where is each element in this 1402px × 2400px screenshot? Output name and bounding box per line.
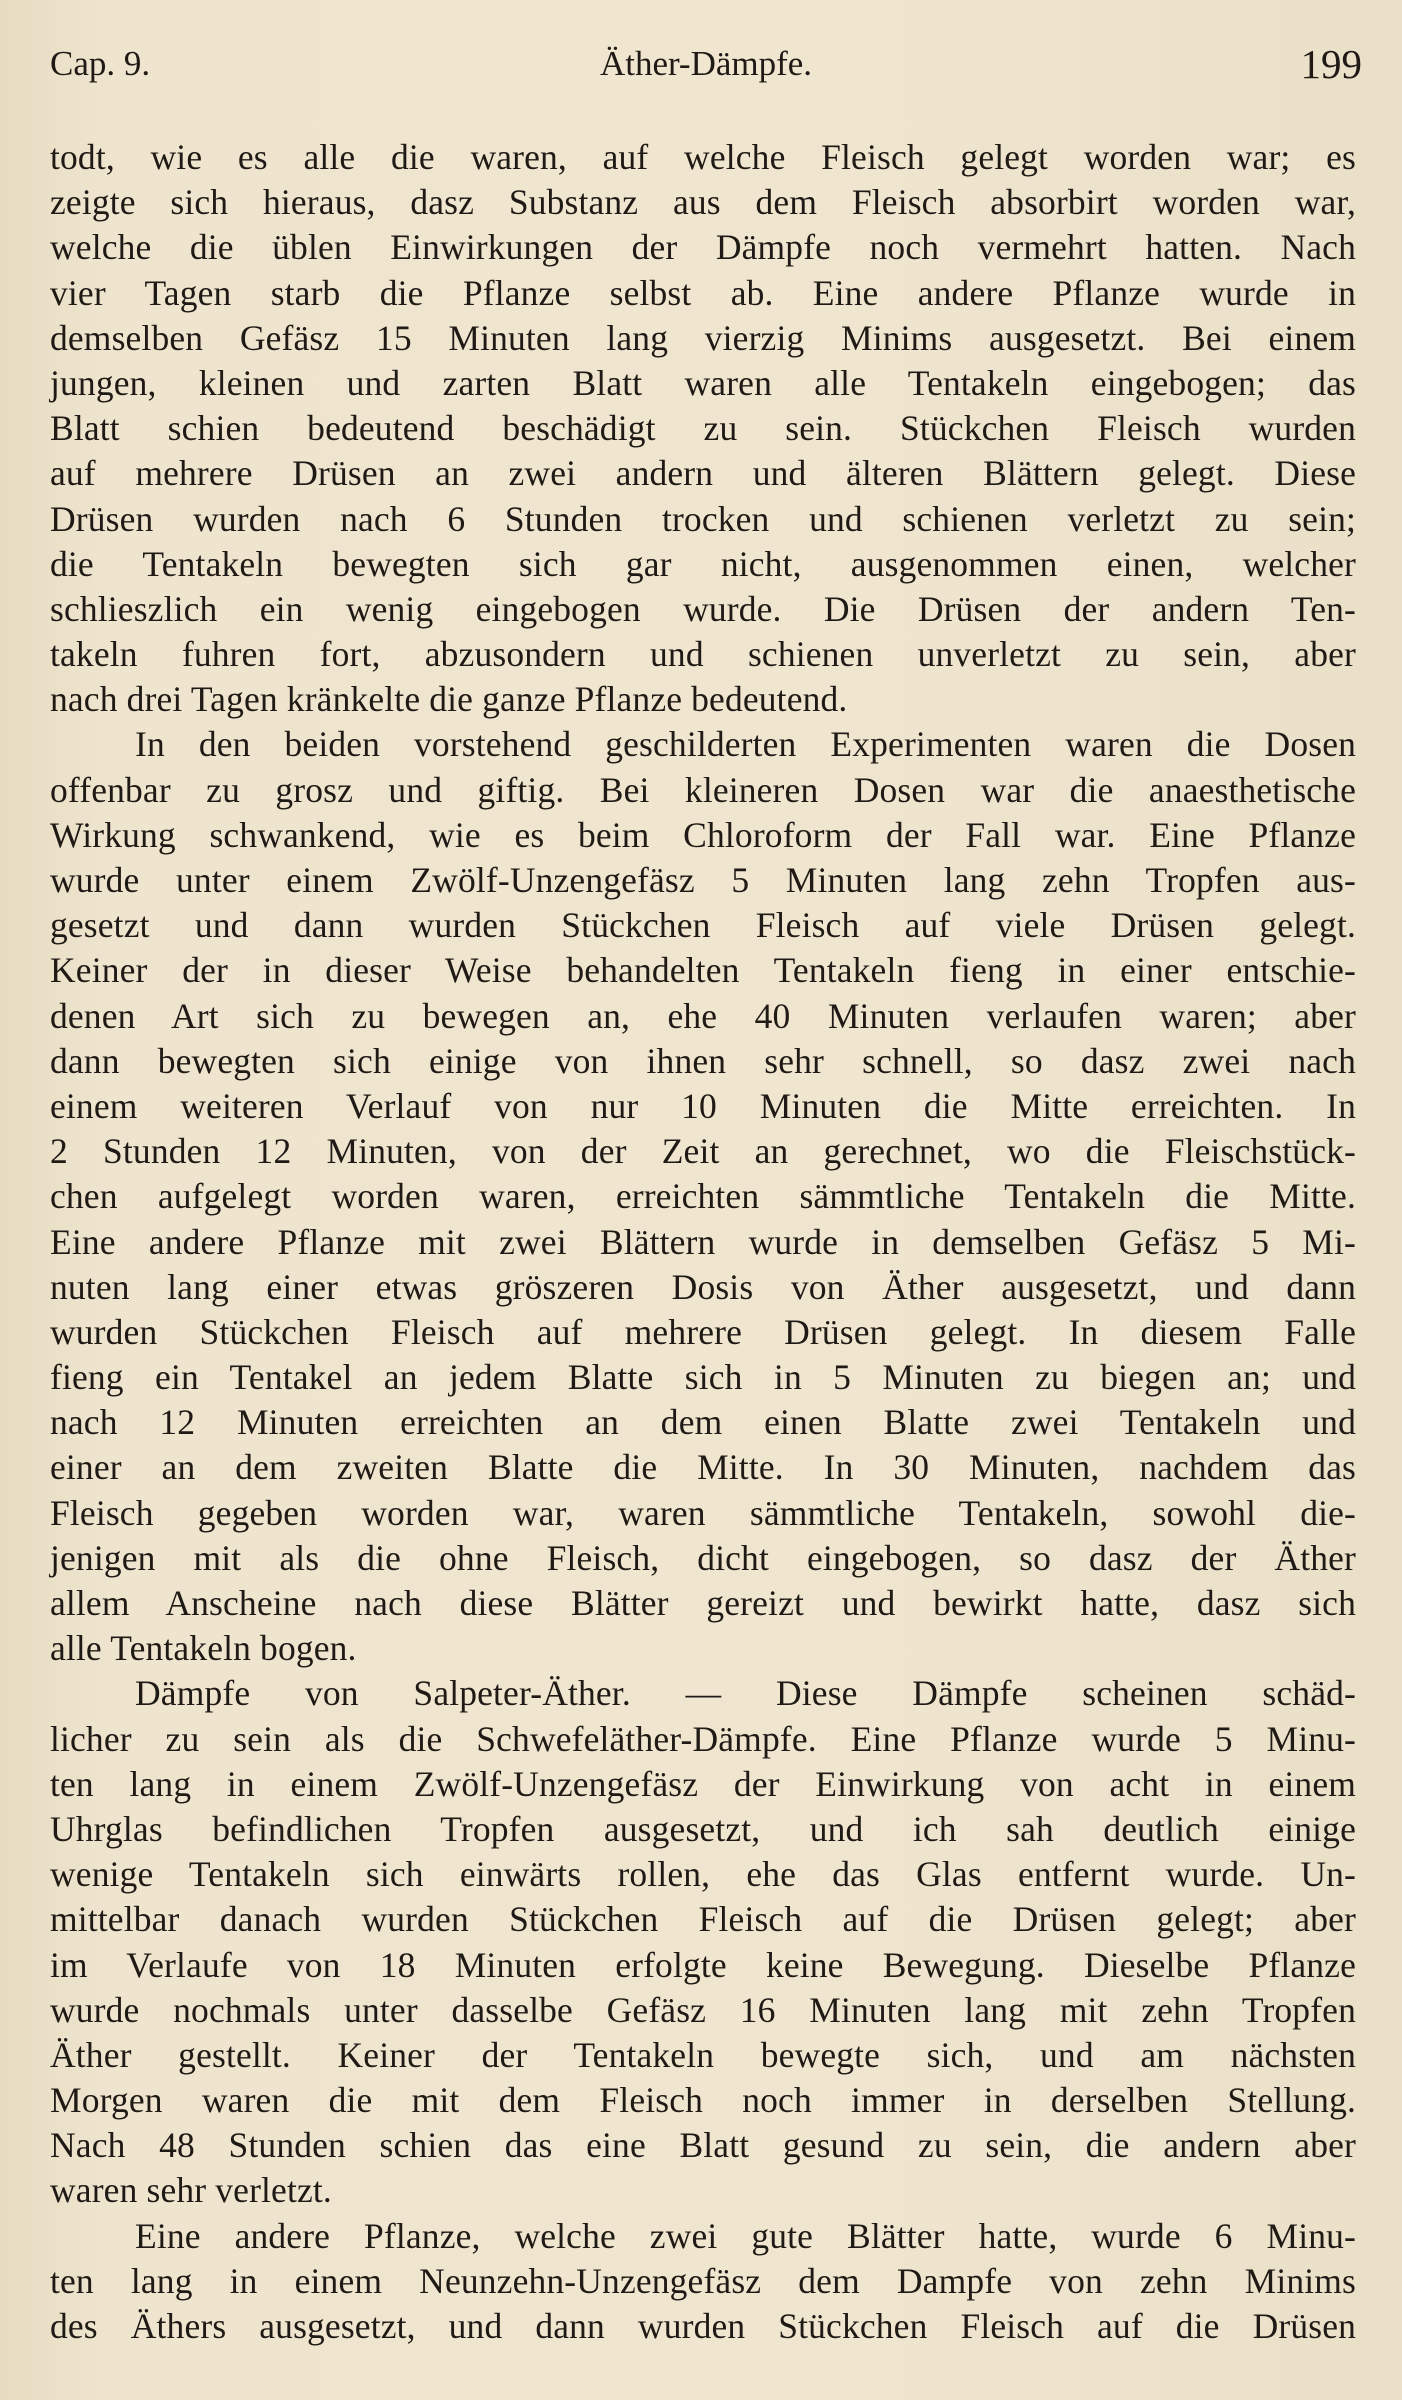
running-title: Äther-Dämpfe. <box>599 44 813 83</box>
text-line: In den beiden vorstehend geschilderten Experimenten waren die Dosen <box>135 724 1356 765</box>
text-line: ten lang in einem Zwölf-Unzengefäsz der Einwirkung von acht in einem <box>50 1763 1356 1804</box>
text-line: offenbar zu grosz und giftig. Bei kleineren Dosen war die anaesthetische <box>50 769 1356 810</box>
text-line: 2 Stunden 12 Minuten, von der Zeit an gerechnet, wo die Fleischstück- <box>50 1131 1356 1172</box>
text-line: wurde nochmals unter dasselbe Gefäsz 16 Minuten lang mit zehn Tropfen <box>50 1989 1356 2030</box>
text-line: nach 12 Minuten erreichten an dem einen Blatte zwei Tentakeln und <box>50 1402 1356 1443</box>
text-line: nuten lang einer etwas gröszeren Dosis von Äther ausgesetzt, und dann <box>50 1266 1356 1307</box>
text-line: wurden Stückchen Fleisch auf mehrere Drüsen gelegt. In diesem Falle <box>50 1311 1356 1352</box>
text-line: todt, wie es alle die waren, auf welche Fleisch gelegt worden war; es <box>50 137 1356 177</box>
text-line: Uhrglas befindlichen Tropfen ausgesetzt, und ich sah deutlich einige <box>50 1808 1356 1849</box>
text-line: gesetzt und dann wurden Stückchen Fleisch auf viele Drüsen gelegt. <box>50 905 1356 946</box>
text-line: fieng ein Tentakel an jedem Blatte sich in 5 Minuten zu biegen an; und <box>50 1357 1356 1398</box>
text-line: Nach 48 Stunden schien das eine Blatt gesund zu sein, die andern aber <box>50 2125 1356 2166</box>
text-line: Drüsen wurden nach 6 Stunden trocken und schienen verletzt zu sein; <box>50 498 1356 539</box>
text-line: Wirkung schwankend, wie es beim Chloroform der Fall war. Eine Pflanze <box>50 814 1356 855</box>
text-line: einer an dem zweiten Blatte die Mitte. In 30 Minuten, nachdem das <box>50 1447 1356 1488</box>
text-line: die Tentakeln bewegten sich gar nicht, ausgenommen einen, welcher <box>50 543 1356 584</box>
text-line: wenige Tentakeln sich einwärts rollen, ehe das Glas entfernt wurde. Un- <box>50 1854 1356 1895</box>
text-line: Äther gestellt. Keiner der Tentakeln bewegte sich, und am nächsten <box>50 2034 1356 2075</box>
text-line: vier Tagen starb die Pflanze selbst ab. Eine andere Pflanze wurde in <box>50 272 1356 313</box>
text-line: wurde unter einem Zwölf-Unzengefäsz 5 Minuten lang zehn Tropfen aus- <box>50 860 1356 900</box>
text-line: jungen, kleinen und zarten Blatt waren alle Tentakeln eingebogen; das <box>50 362 1356 403</box>
page-number: 199 <box>1300 41 1362 87</box>
text-line: schlieszlich ein wenig eingebogen wurde. Die Drüsen der andern Ten- <box>50 588 1356 629</box>
text-line: alle Tentakeln bogen. <box>50 1628 357 1669</box>
text-line: Eine andere Pflanze mit zwei Blättern wurde in demselben Gefäsz 5 Mi- <box>50 1221 1356 1262</box>
text-line: welche die üblen Einwirkungen der Dämpfe noch vermehrt hatten. Nach <box>50 227 1356 268</box>
text-line: einem weiteren Verlauf von nur 10 Minuten die Mitte erreichten. In <box>50 1085 1356 1126</box>
text-line: im Verlaufe von 18 Minuten erfolgte keine Bewegung. Dieselbe Pflanze <box>50 1944 1356 1985</box>
text-line: chen aufgelegt worden waren, erreichten sämmtliche Tentakeln die Mitte. <box>50 1176 1356 1217</box>
text-line: jenigen mit als die ohne Fleisch, dicht eingebogen, so dasz der Äther <box>50 1537 1356 1578</box>
body-text <box>50 135 1356 2349</box>
text-line: allem Anscheine nach diese Blätter gereizt und bewirkt hatte, dasz sich <box>50 1583 1356 1623</box>
chapter-label: Cap. 9. <box>50 44 151 83</box>
text-line: takeln fuhren fort, abzusondern und schienen unverletzt zu sein, aber <box>50 634 1356 675</box>
text-line: Eine andere Pflanze, welche zwei gute Blätter hatte, wurde 6 Minu- <box>135 2215 1356 2256</box>
text-line: des Äthers ausgesetzt, und dann wurden Stückchen Fleisch auf die Drüsen <box>50 2306 1356 2346</box>
text-line: Fleisch gegeben worden war, waren sämmtliche Tentakeln, sowohl die- <box>50 1492 1356 1533</box>
text-line: licher zu sein als die Schwefeläther-Dämpfe. Eine Pflanze wurde 5 Minu- <box>50 1718 1356 1759</box>
text-line: dann bewegten sich einige von ihnen sehr schnell, so dasz zwei nach <box>50 1040 1356 1081</box>
text-line: demselben Gefäsz 15 Minuten lang vierzig Minims ausgesetzt. Bei einem <box>50 317 1356 358</box>
text-line: waren sehr verletzt. <box>50 2170 332 2211</box>
text-line: auf mehrere Drüsen an zwei andern und älteren Blättern gelegt. Diese <box>50 453 1356 494</box>
text-line: denen Art sich zu bewegen an, ehe 40 Minuten verlaufen waren; aber <box>50 995 1356 1036</box>
text-line: Keiner der in dieser Weise behandelten Tentakeln fieng in einer entschie- <box>50 950 1356 991</box>
text-line: ten lang in einem Neunzehn-Unzengefäsz dem Dampfe von zehn Minims <box>50 2260 1356 2301</box>
running-header <box>50 34 1362 94</box>
text-line: nach drei Tagen kränkelte die ganze Pflanze bedeutend. <box>50 679 848 720</box>
text-line: Morgen waren die mit dem Fleisch noch immer in derselben Stellung. <box>50 2080 1356 2121</box>
text-line: zeigte sich hieraus, dasz Substanz aus dem Fleisch absorbirt worden war, <box>50 182 1356 223</box>
text-line: mittelbar danach wurden Stückchen Fleisch auf die Drüsen gelegt; aber <box>50 1899 1356 1940</box>
section-lead-line: Dämpfe von Salpeter-Äther. — Diese Dämpfe scheinen schäd- <box>135 1673 1356 1714</box>
text-line: Blatt schien bedeutend beschädigt zu sein. Stückchen Fleisch wurden <box>50 408 1356 449</box>
